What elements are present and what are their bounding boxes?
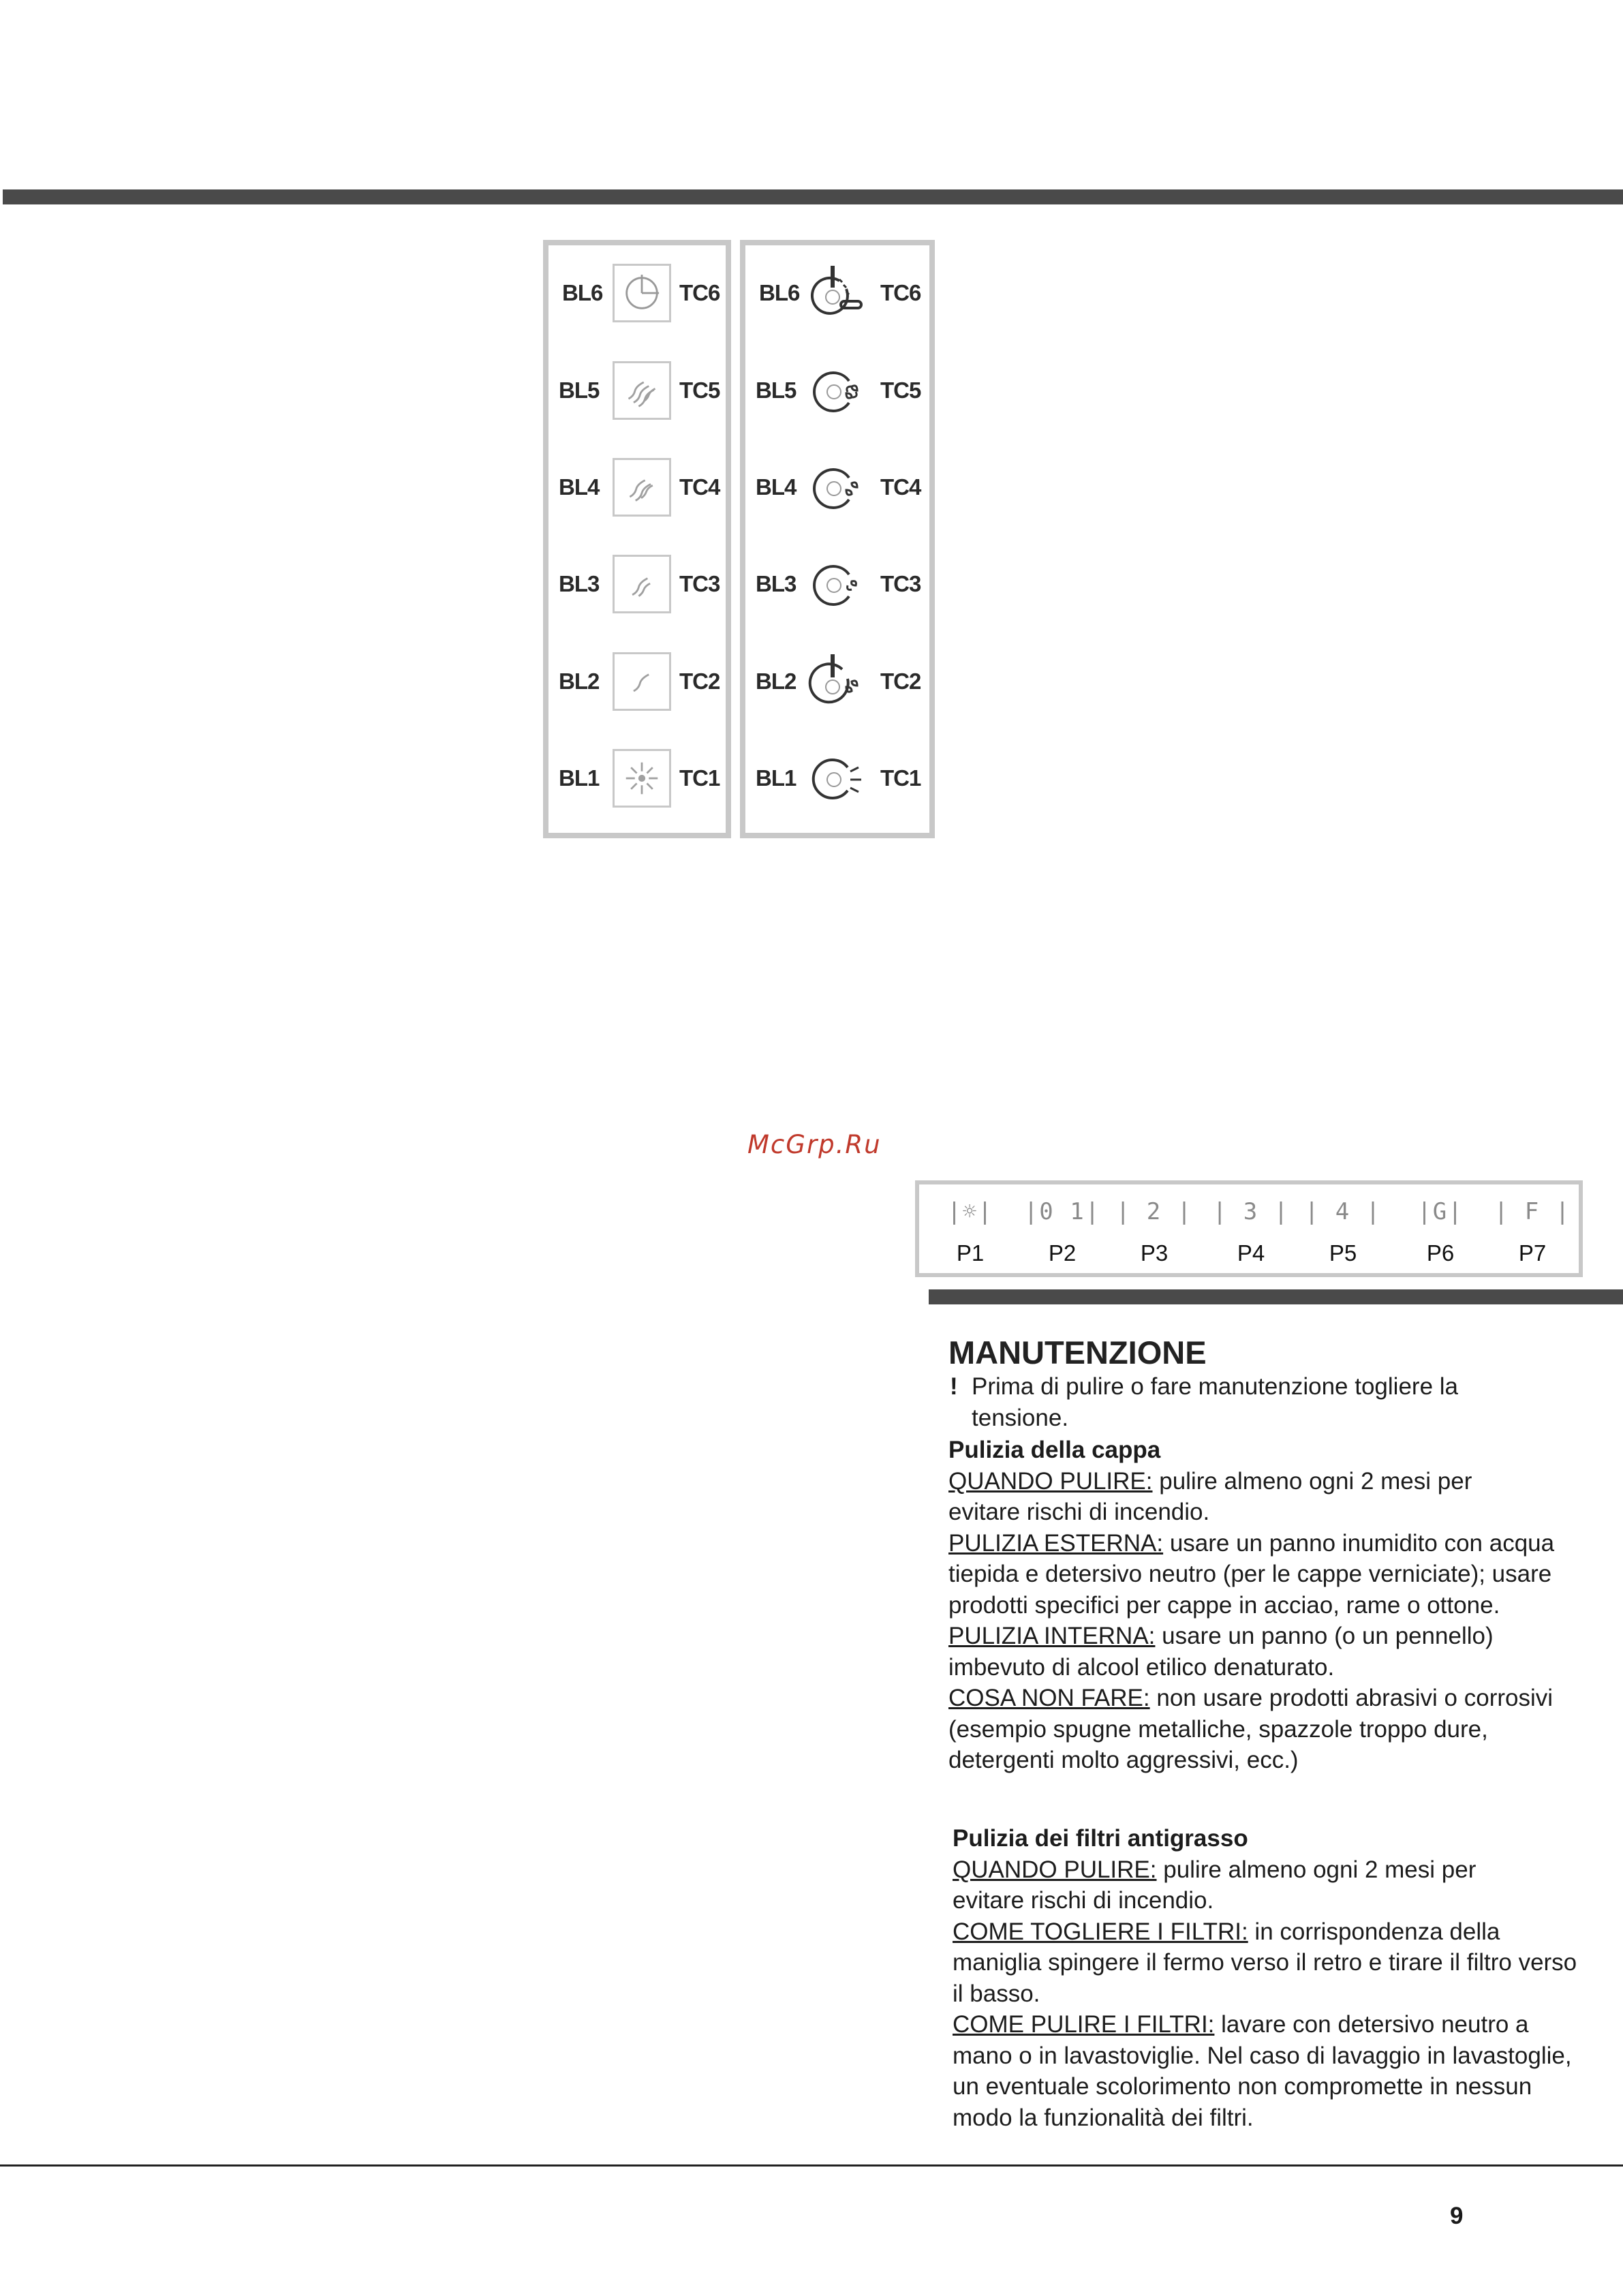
speed-0-icon[interactable] (613, 652, 671, 711)
bl-label: BL5 (756, 378, 797, 403)
bl-label: BL2 (756, 669, 797, 694)
panel-row (745, 634, 929, 729)
bl-label: BL4 (756, 474, 797, 500)
fan-icon[interactable] (799, 350, 874, 431)
tc-label: TC4 (880, 474, 921, 500)
section-title: MANUTENZIONE (948, 1334, 1207, 1371)
dont-label: COSA NON FARE: (948, 1685, 1150, 1711)
warning-mark: ! (950, 1373, 958, 1400)
cappa-when-text: pulire almeno ogni 2 mesi per evitare rischi di incendio. (948, 1467, 1472, 1525)
clean-label: COME PULIRE I FILTRI: (953, 2011, 1215, 2038)
tc-label: TC4 (679, 474, 720, 500)
tc-label: TC2 (880, 669, 921, 694)
display-cell-p6[interactable] (1396, 1184, 1485, 1273)
int-paragraph (948, 1621, 1575, 1683)
speed-2-icon[interactable] (613, 458, 671, 517)
remove-paragraph (953, 1916, 1579, 2010)
speed-1-icon[interactable] (613, 555, 671, 613)
clean-paragraph (953, 2009, 1579, 2133)
bl-label: BL3 (559, 571, 600, 596)
display-glyph: | 3 | (1212, 1198, 1290, 1225)
bl-label: BL1 (559, 765, 600, 791)
filtri-heading: Pulizia dei filtri antigrasso (953, 1825, 1248, 1852)
display-label: P6 (1426, 1240, 1455, 1266)
display-glyph: | 4 | (1304, 1198, 1382, 1225)
tc-label: TC6 (880, 280, 921, 305)
display-cell-p7[interactable] (1488, 1184, 1577, 1273)
panel-row (745, 343, 929, 438)
display-glyph: |0 1| (1023, 1198, 1101, 1225)
bl-label: BL6 (562, 280, 603, 305)
display-cell-p2[interactable] (1018, 1184, 1107, 1273)
int-label: PULIZIA INTERNA: (948, 1623, 1156, 1649)
ext-label: PULIZIA ESTERNA: (948, 1529, 1164, 1557)
header-bar (3, 189, 1623, 204)
clean-text: lavare con detersivo neutro a mano o in lavastoviglie. Nel caso di lavaggio in lavastoglie, un eventuale scolorimento non compromette in nessun modo la funzionalità dei filtri. (953, 2011, 1572, 2131)
filtri-when-paragraph (953, 1854, 1511, 1916)
display-label: P4 (1237, 1240, 1265, 1266)
dont-text: non usare prodotti abrasivi o corrosivi (esempio spugne metalliche, spazzole troppo dure, detergenti molto aggressivi, ecc.) (948, 1685, 1554, 1773)
tc-label: TC2 (679, 669, 720, 694)
display-label: P7 (1518, 1240, 1547, 1266)
panel-row (548, 343, 726, 438)
panel-row (548, 731, 726, 826)
bl-label: BL6 (759, 280, 800, 305)
display-label: P3 (1140, 1240, 1169, 1266)
cappa-when-label: QUANDO PULIRE: (948, 1467, 1153, 1495)
fan-icon[interactable] (799, 446, 874, 528)
display-label: P1 (956, 1240, 985, 1266)
filtri-when-label: QUANDO PULIRE: (953, 1856, 1157, 1883)
display-cell-p3[interactable] (1110, 1184, 1199, 1273)
panel-row (548, 440, 726, 535)
display-label: P5 (1329, 1240, 1357, 1266)
bl-label: BL3 (756, 571, 797, 596)
bl-label: BL5 (559, 378, 600, 403)
display-cell-p5[interactable] (1299, 1184, 1387, 1273)
tc-label: TC1 (880, 765, 921, 791)
panel-row (745, 245, 929, 341)
footer-line (0, 2164, 1623, 2167)
display-panel (915, 1180, 1583, 1277)
bl-label: BL2 (559, 669, 600, 694)
timer-glyph: |G| (1417, 1198, 1464, 1225)
fan-icon[interactable] (799, 543, 874, 625)
filter-glyph: | F | (1494, 1198, 1571, 1225)
tc-label: TC5 (880, 378, 921, 403)
display-glyph: | 2 | (1115, 1198, 1193, 1225)
tc-label: TC6 (679, 280, 720, 305)
speed-3-icon[interactable] (613, 361, 671, 420)
control-panel-right (740, 240, 935, 838)
display-label: P2 (1048, 1240, 1077, 1266)
power-timer-icon[interactable] (799, 252, 874, 334)
watermark: McGrp.Ru (747, 1130, 882, 1159)
maintenance-section (948, 1334, 1596, 1776)
display-cell-p4[interactable] (1207, 1184, 1295, 1273)
control-panel-left (543, 240, 731, 838)
warning-text: Prima di pulire o fare manutenzione togliere la tensione. (972, 1373, 1458, 1431)
panel-row (745, 440, 929, 535)
page-number: 9 (1450, 2203, 1464, 2229)
warning-note (950, 1371, 1596, 1433)
panel-row (548, 536, 726, 632)
panel-row (548, 634, 726, 729)
panel-row (745, 536, 929, 632)
cappa-heading: Pulizia della cappa (948, 1437, 1161, 1463)
cappa-when-paragraph (948, 1466, 1507, 1528)
light-icon[interactable] (613, 749, 671, 808)
tc-label: TC5 (679, 378, 720, 403)
light-glyph: |☼| (947, 1198, 993, 1225)
light-icon[interactable] (799, 737, 874, 819)
power-fan-icon[interactable] (799, 641, 874, 722)
tc-label: TC1 (679, 765, 720, 791)
filters-section (953, 1823, 1579, 2133)
filtri-when-text: pulire almeno ogni 2 mesi per evitare rischi di incendio. (953, 1856, 1477, 1914)
int-text: usare un panno (o un pennello) imbevuto di alcool etilico denaturato. (948, 1623, 1494, 1681)
ext-text: usare un panno inumidito con acqua tiepida e detersivo neutro (per le cappe verniciate); usare prodotti specifici per cappe in acciao, rame o ottone. (948, 1529, 1555, 1619)
panel-row (548, 245, 726, 341)
bl-label: BL1 (756, 765, 797, 791)
power-icon[interactable] (613, 264, 671, 322)
panel-row (745, 731, 929, 826)
tc-label: TC3 (880, 571, 921, 596)
section-bar (929, 1289, 1623, 1304)
tc-label: TC3 (679, 571, 720, 596)
remove-label: COME TOGLIERE I FILTRI: (953, 1918, 1248, 1945)
bl-label: BL4 (559, 474, 600, 500)
display-cell-p1[interactable] (926, 1184, 1015, 1273)
dont-paragraph (948, 1683, 1596, 1776)
ext-paragraph (948, 1528, 1596, 1621)
remove-text: in corrispondenza della maniglia spingere il fermo verso il retro e tirare il filtro verso il basso. (953, 1918, 1577, 2007)
